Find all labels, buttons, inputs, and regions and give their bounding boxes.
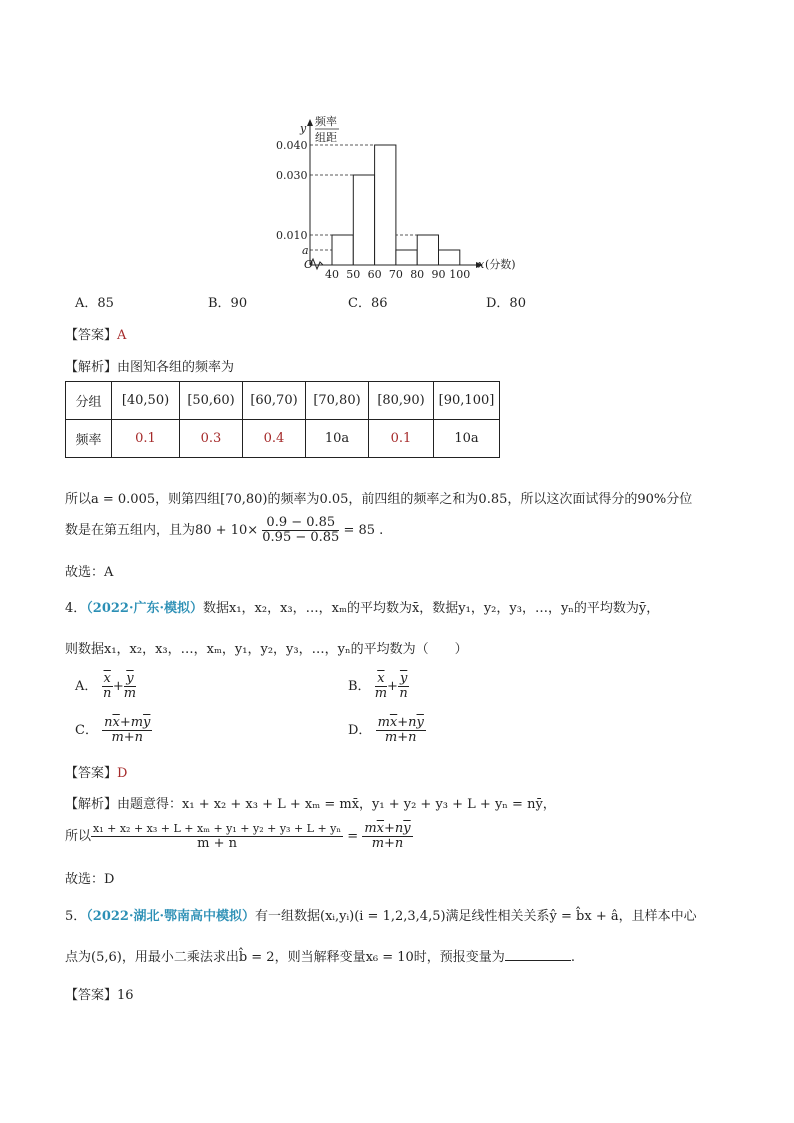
histogram-bar [353,175,374,265]
calc-result: = 85 . [343,523,384,538]
histogram-bar [396,250,417,265]
x-unit-label: (分数) [485,258,516,271]
option-letter: B． [348,679,371,694]
origin-label: O [304,258,314,271]
answer-value: 16 [117,988,134,1003]
table-cell: 0.3 [180,420,243,458]
x-tick-label: 100 [449,268,471,280]
answer-label: 【答案】 [65,328,118,343]
analysis-text: 由题意得：x₁ + x₂ + x₃ + L + xₘ = mx̄，y₁ + y₂ + y₃ + L + yₙ = nȳ， [117,797,556,812]
y-label-top: 频率 [315,115,337,128]
sum-fraction [91,822,343,851]
table-cell: [60,70) [243,382,306,420]
q4-choose: 故选：D [65,872,115,887]
calc-denominator: 0.95 − 0.85 [262,530,340,545]
y-label-bottom: 组距 [315,131,337,144]
so-prefix: 所以 [65,829,92,844]
x-tick-label: 80 [410,268,425,280]
q3-answer-line [65,324,126,343]
table-cell: [80,90) [369,382,434,420]
histogram-bar [439,250,460,265]
y-tick-label: a [302,244,309,257]
x-tick-label: 40 [325,268,339,280]
x-tick-label: 60 [367,268,382,280]
q3-analysis-line [65,356,234,375]
q3-option-b: B．90 [208,296,248,311]
q5-stem-line-1 [65,905,697,924]
calc-prefix: 数是在第五组内，且为80 + 10× [65,523,259,538]
q4-conclusion-line: 所以 $\frac{\text{x₁ + x₂ + x₃ + L + xₘ + y₁ + y₂ + y₃ + L + yₙ}}{m + n}$ = $\frac{m\overline{x}+n\overline{y}}{m+n}$ [65,821,411,851]
table-cell: 0.1 [369,420,434,458]
option-letter: C． [75,723,98,738]
x-tick-label: 90 [431,268,446,280]
table-cell: [90,100] [434,382,500,420]
frequency-histogram [270,110,530,280]
q3-choose: 故选：A [65,565,114,580]
q4-stem-line-1 [65,597,659,616]
question-number: 5． [65,909,87,924]
calc-numerator: 0.9 − 0.85 [262,516,339,531]
table-row-head [66,382,500,420]
analysis-label: 【解析】 [65,360,118,375]
q3-option-a: A．85 [75,296,114,311]
y-tick-label: 0.040 [276,139,308,152]
histogram-bar [332,235,353,265]
q3-analysis-line-1: 所以a = 0.005，则第四组[70,80)的频率为0.05，前四组的频率之和为0.85，所以这次面试得分的90%分位 [65,492,693,507]
q4-option-a: A． $\frac{\overline{x}}{n}$ + $\frac{\overline{y}}{m}$ [75,671,137,701]
q4-option-b: B． $\frac{\overline{x}}{m}$ + $\frac{\overline{y}}{n}$ [348,671,408,701]
histogram-bar [375,145,396,265]
question-source: （2022·湖北·鄂南高中模拟） [86,909,256,924]
table-cell: 10a [306,420,369,458]
question-source: （2022·广东·模拟） [86,601,204,616]
frequency-table [65,381,500,458]
q5-answer-line [65,984,134,1003]
q3-option-d: D．80 [486,296,526,311]
table-cell: 10a [434,420,500,458]
table-cell: 分组 [66,382,112,420]
q4-option-c: C． $\frac{n\overline{x}+m\overline{y}}{m+n}$ [75,715,151,745]
table-cell: [70,80) [306,382,369,420]
analysis-text: 由图知各组的频率为 [117,360,235,375]
table-cell: 0.1 [112,420,180,458]
question-stem: 数据x₁，x₂，x₃，…，xₘ的平均数为x̄，数据y₁，y₂，y₃，…，yₙ的平均数为ȳ， [203,601,660,616]
question-stem-2: 点为(5,6)，用最小二乘法求出b̂ = 2，则当解释变量x₆ = 10时，预报变量为 [65,950,505,965]
equals: = [347,829,359,844]
sum-numerator: x₁ + x₂ + x₃ + L + xₘ + y₁ + y₂ + y₃ + L + yₙ [93,822,342,835]
y-tick-label: 0.030 [276,169,308,182]
period: . [570,950,575,965]
y-axis-arrow [307,119,313,126]
answer-label: 【答案】 [65,766,118,781]
answer-blank [505,960,571,961]
y-axis-label: y [300,122,307,135]
answer-label: 【答案】 [65,988,118,1003]
table-cell: [50,60) [180,382,243,420]
option-letter: A． [75,679,98,694]
answer-value: D [117,766,128,781]
q4-stem-line-2: 则数据x₁，x₂，x₃，…，xₘ，y₁，y₂，y₃，…，yₙ的平均数为（ ） [65,642,468,657]
calc-fraction [262,516,339,545]
table-cell: 0.4 [243,420,306,458]
q3-option-c: C．86 [348,296,388,311]
sum-denominator: m + n [197,836,238,851]
x-tick-label: 50 [346,268,361,280]
x-axis-label: x [478,258,485,271]
q5-stem-line-2 [65,946,575,965]
table-row-frequency [66,420,500,458]
table-cell: [40,50) [112,382,180,420]
analysis-label: 【解析】 [65,797,118,812]
q3-analysis-line-2 [65,516,383,545]
question-number: 4． [65,601,87,616]
question-stem: 有一组数据(xᵢ,yᵢ)(i = 1,2,3,4,5)满足线性相关关系ŷ = b̂x + â，且样本中心 [255,909,697,924]
y-tick-label: 0.010 [276,229,308,242]
table-cell: 频率 [66,420,112,458]
histogram-bar [417,235,438,265]
option-letter: D． [348,723,372,738]
q4-option-d: D． $\frac{m\overline{x}+n\overline{y}}{m+n}$ [348,715,424,745]
x-tick-label: 70 [388,268,403,280]
answer-value: A [117,328,127,343]
q4-analysis-line [65,793,556,812]
q4-answer-line [65,762,127,781]
